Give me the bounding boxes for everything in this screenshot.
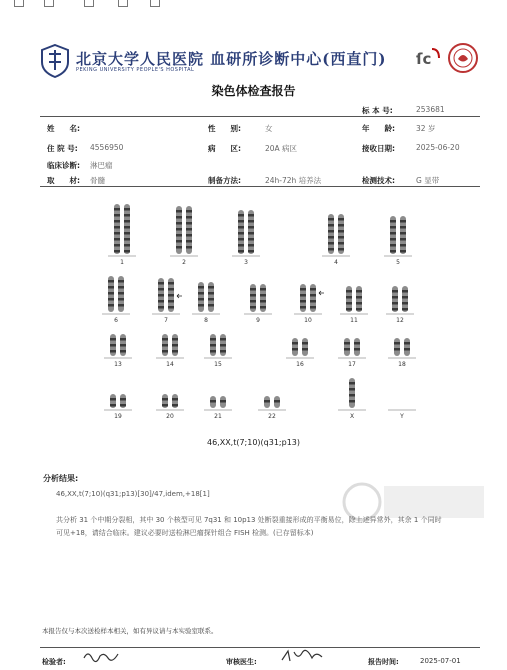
institute-seal-icon: [447, 42, 479, 74]
divider: [40, 186, 480, 187]
chromosome-2-b: [186, 206, 192, 254]
karyotype-formula: 46,XX,t(7;10)(q31;p13): [206, 438, 301, 447]
chromosome-label-4: 4: [334, 259, 338, 266]
chromosome-10-a: [300, 284, 306, 312]
chromosome-9-a: [250, 284, 256, 312]
chromosome-14-b: [172, 334, 178, 356]
chromosome-label-14: 14: [166, 361, 174, 368]
chromosome-19-b: [120, 394, 126, 408]
chromosome-3-a: [238, 210, 244, 254]
chromosome-label-10: 10: [304, 317, 312, 324]
chromosome-label-Y: Y: [400, 413, 404, 420]
chromosome-1-b: [124, 204, 130, 254]
analysis-title: 分析结果:: [43, 474, 79, 483]
chromosome-3-b: [248, 210, 254, 254]
chromosome-label-19: 19: [114, 413, 122, 420]
chromosome-X: [349, 378, 355, 408]
chromosome-1-a: [114, 204, 120, 254]
ward-label: 病 区:: [208, 144, 241, 153]
chromosome-15-b: [220, 334, 226, 356]
translocation-arrow-icon: [319, 291, 324, 295]
chromosome-label-3: 3: [244, 259, 248, 266]
chromosome-19-a: [110, 394, 116, 408]
chromosome-11-a: [346, 286, 352, 312]
age-label: 年 龄:: [362, 124, 395, 133]
chromosome-label-17: 17: [348, 361, 356, 368]
chromosome-11-b: [356, 286, 362, 312]
chromosome-label-7: 7: [164, 317, 168, 324]
chromosome-7-a: [158, 278, 164, 312]
method-label: 制备方法:: [208, 176, 241, 185]
chromosome-label-20: 20: [166, 413, 174, 420]
chromosome-14-a: [162, 334, 168, 356]
accreditation-logo-icon: [414, 44, 442, 72]
chromosome-8-b: [208, 282, 214, 312]
material-value: 骨髓: [90, 176, 105, 185]
chromosome-9-b: [260, 284, 266, 312]
chromosome-20-b: [172, 394, 178, 408]
chromosome-13-a: [110, 334, 116, 356]
chromosome-12-b: [402, 286, 408, 312]
chromosome-22-b: [274, 396, 280, 408]
material-label: 取 材:: [47, 176, 80, 185]
report-time-value: 2025-07-01: [420, 657, 461, 665]
chromosome-17-b: [354, 338, 360, 356]
toolbar-icon[interactable]: [84, 0, 94, 7]
name-label: 姓 名:: [47, 124, 80, 133]
hospital-logo-icon: [40, 44, 70, 78]
chromosome-18-a: [394, 338, 400, 356]
chromosome-5-b: [400, 216, 406, 254]
method-value: 24h-72h 培养法: [265, 176, 322, 185]
reviewer-label: 审核医生:: [226, 658, 257, 666]
report-disclaimer: 本报告仅与本次送检样本相关，如有异议请与本实验室联系。: [42, 627, 218, 635]
tech-label: 检测技术:: [362, 176, 395, 185]
hospital-name: 北京大学人民医院 血研所诊断中心(西直门): [76, 50, 387, 68]
chromosome-7-b: [168, 278, 174, 312]
chromosome-label-12: 12: [396, 317, 404, 324]
chromosome-label-X: X: [349, 413, 355, 420]
chromosome-15-a: [210, 334, 216, 356]
report-time-label: 报告时间:: [368, 658, 399, 666]
sample-no-value: 253681: [416, 105, 445, 114]
reviewer-signature: [280, 648, 324, 664]
toolbar-icon[interactable]: [14, 0, 24, 7]
sex-value: 女: [265, 124, 273, 133]
chromosome-17-a: [344, 338, 350, 356]
chromosome-label-1: 1: [120, 259, 124, 266]
svg-text:ſc: ſc: [416, 50, 432, 68]
chromosome-2-a: [176, 206, 182, 254]
chromosome-10-b: [310, 284, 316, 312]
tech-value: G 显带: [416, 176, 440, 185]
toolbar-icon[interactable]: [150, 0, 160, 7]
chromosome-5-a: [390, 216, 396, 254]
inpatient-no-label: 住 院 号:: [47, 144, 78, 153]
karyogram-image: [90, 196, 420, 426]
toolbar-icon[interactable]: [44, 0, 54, 7]
chromosome-21-b: [220, 396, 226, 408]
chromosome-label-18: 18: [398, 361, 406, 368]
chromosome-21-a: [210, 396, 216, 408]
diagnosis-label: 临床诊断:: [47, 161, 80, 170]
chromosome-4-a: [328, 214, 334, 254]
ward-value: 20A 病区: [265, 144, 298, 153]
chromosome-label-8: 8: [204, 317, 208, 324]
chromosome-13-b: [120, 334, 126, 356]
received-date-label: 接收日期:: [362, 144, 395, 153]
chromosome-4-b: [338, 214, 344, 254]
analysis-formula: 46,XX,t(7;10)(q31;p13)[30]/47,idem,+18[1]: [56, 490, 210, 498]
chromosome-label-21: 21: [214, 413, 222, 420]
diagnosis-value: 淋巴瘤: [90, 161, 113, 170]
chromosome-label-6: 6: [114, 317, 118, 324]
chromosome-label-11: 11: [350, 317, 358, 324]
chromosome-6-a: [108, 276, 114, 312]
chromosome-16-b: [302, 338, 308, 356]
inpatient-no-value: 4556950: [90, 143, 124, 152]
chromosome-22-a: [264, 396, 270, 408]
report-title: 染色体检查报告: [211, 84, 296, 98]
chromosome-label-22: 22: [268, 413, 276, 420]
age-value: 32 岁: [416, 124, 436, 133]
chromosome-6-b: [118, 276, 124, 312]
chromosome-label-15: 15: [214, 361, 222, 368]
received-date-value: 2025-06-20: [416, 143, 460, 152]
viewer-toolbar: [0, 0, 507, 8]
tester-label: 检验者:: [42, 658, 66, 666]
chromosome-label-5: 5: [396, 259, 400, 266]
toolbar-icon[interactable]: [118, 0, 128, 7]
analysis-description: 共分析 31 个中期分裂相，其中 30 个核型可见 7q31 和 10p13 处断裂重接形成的平衡易位，除上述异常外，其余 1 个同时可见+18，请结合临床。建议必要时送检淋巴瘤探针组合 FISH 检测。(已存留标本): [56, 516, 442, 537]
chromosome-12-a: [392, 286, 398, 312]
sample-no-label: 标 本 号:: [362, 106, 393, 115]
chromosome-20-a: [162, 394, 168, 408]
chromosome-label-16: 16: [296, 361, 304, 368]
chromosome-16-a: [292, 338, 298, 356]
divider: [40, 116, 480, 117]
sex-label: 性 别:: [208, 124, 241, 133]
tester-signature: [82, 648, 122, 664]
chromosome-8-a: [198, 282, 204, 312]
chromosome-18-b: [404, 338, 410, 356]
translocation-arrow-icon: [177, 294, 182, 298]
hospital-english-name: PEKING UNIVERSITY PEOPLE'S HOSPITAL: [76, 67, 195, 73]
chromosome-label-13: 13: [114, 361, 122, 368]
chromosome-label-9: 9: [256, 317, 260, 324]
chromosome-label-2: 2: [182, 259, 186, 266]
